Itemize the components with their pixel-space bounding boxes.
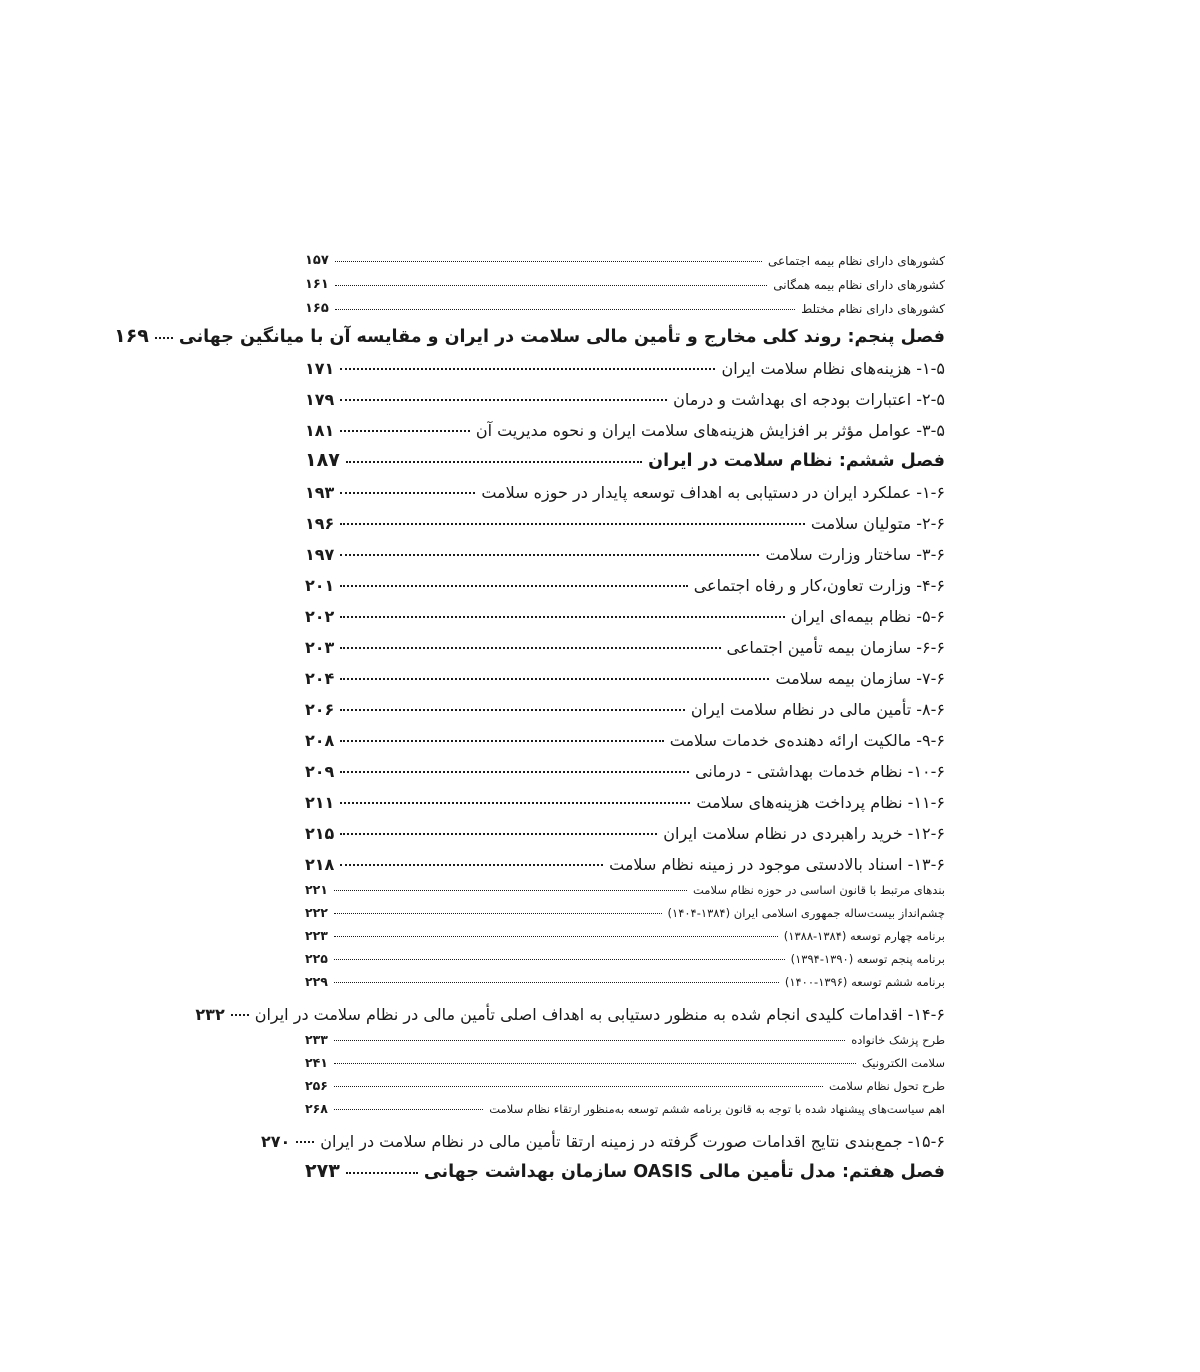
dot-leader	[340, 709, 685, 711]
dot-leader	[334, 982, 779, 983]
toc-entry-title: ۱-۶- عملکرد ایران در دستیابی به اهداف توسعه پایدار در حوزه سلامت	[481, 483, 945, 502]
toc-page-number: ۲۴۱	[305, 1055, 328, 1070]
toc-entry-title: ۱۴-۶- اقدامات کلیدی انجام شده به منظور دستیابی به اهداف اصلی تأمین مالی در نظام سلامت در ایران	[254, 1005, 945, 1024]
toc-page-number: ۱۸۷	[305, 449, 340, 471]
toc-entry	[305, 688, 945, 719]
toc-page-number: ۲۱۸	[305, 855, 335, 874]
toc-page-number: ۱۵۷	[305, 253, 329, 268]
toc-page-number: ۲۷۳	[305, 1160, 340, 1182]
toc-page-number: ۱۶۱	[305, 277, 329, 292]
toc-page-number: ۲۲۲	[305, 905, 328, 920]
toc-page-number: ۱۹۶	[305, 514, 335, 533]
toc-page-number: ۱۹۷	[305, 545, 335, 564]
toc-entry-title: ۲-۶- متولیان سلامت	[810, 514, 945, 533]
toc-page-number: ۲۰۴	[305, 669, 335, 688]
dot-leader	[340, 740, 663, 742]
dot-leader	[340, 585, 687, 587]
toc-entry-title: ۱۳-۶- اسناد بالادستی موجود در زمینه نظام سلامت	[609, 855, 945, 874]
toc-entry	[305, 1024, 945, 1047]
dot-leader	[340, 399, 667, 401]
toc-page-number: ۲۲۱	[305, 882, 328, 897]
toc-entry-title: فصل پنجم: روند کلی مخارج و تأمین مالی سلامت در ایران و مقایسه آن با میانگین جهانی	[178, 327, 945, 347]
toc-page-number: ۱۸۱	[305, 421, 335, 440]
toc-page-number: ۲۵۶	[305, 1078, 328, 1093]
toc-page-number: ۲۷۰	[260, 1132, 291, 1151]
dot-leader	[334, 936, 778, 937]
toc-entry	[305, 595, 945, 626]
toc-entry-title: برنامه پنجم توسعه (۱۳۹۰-۱۳۹۴)	[790, 952, 945, 966]
toc-entry-title: طرح تحول نظام سلامت	[828, 1079, 945, 1093]
toc-entry	[305, 533, 945, 564]
toc-page-number: ۲۶۸	[305, 1101, 328, 1116]
dot-leader	[296, 1141, 314, 1143]
toc-entry-title: ۱۲-۶- خرید راهبردی در نظام سلامت ایران	[663, 824, 945, 843]
toc-page-number: ۲۲۹	[305, 974, 328, 989]
dot-leader	[340, 523, 805, 525]
dot-leader	[340, 430, 470, 432]
toc-entry-title: ۱۵-۶- جمع‌بندی نتایج اقدامات صورت گرفته در زمینه ارتقا تأمین مالی در نظام سلامت در ایران	[320, 1132, 945, 1151]
toc-entry	[305, 471, 945, 502]
toc-entry-title: ۱۰-۶- نظام خدمات بهداشتی - درمانی	[694, 762, 945, 781]
toc-entry-title: کشورهای دارای نظام بیمه اجتماعی	[768, 254, 945, 268]
toc-page-number: ۲۲۵	[305, 951, 328, 966]
toc-entry-title: ۶-۶- سازمان بیمه تأمین اجتماعی	[726, 638, 945, 657]
dot-leader	[335, 309, 795, 310]
toc-page-number: ۲۰۹	[305, 762, 335, 781]
toc-entry	[260, 1120, 945, 1151]
toc-entry	[305, 378, 945, 409]
dot-leader	[346, 1172, 418, 1174]
dot-leader	[334, 913, 662, 914]
toc-entry	[305, 1070, 945, 1093]
dot-leader	[340, 833, 657, 835]
toc-entry-title: بندهای مرتبط با قانون اساسی در حوزه نظام سلامت	[693, 883, 945, 897]
toc-entry	[305, 781, 945, 812]
toc-page-number: ۲۰۶	[305, 700, 335, 719]
toc-entry	[305, 347, 945, 378]
toc-entry	[305, 750, 945, 781]
dot-leader	[340, 616, 784, 618]
toc-entry-title: طرح پزشک خانواده	[851, 1033, 945, 1047]
toc-entry-title: سلامت الکترونیک	[862, 1056, 945, 1070]
toc-chapter-heading	[114, 316, 945, 347]
dot-leader	[340, 368, 715, 370]
toc-entry-title: فصل ششم: نظام سلامت در ایران	[648, 451, 945, 471]
toc-page-number: ۲۰۳	[305, 638, 335, 657]
toc-entry-title: ۸-۶- تأمین مالی در نظام سلامت ایران	[690, 700, 945, 719]
toc-entry	[305, 626, 945, 657]
toc-entry	[305, 812, 945, 843]
toc-entry-title: ۳-۶- ساختار وزارت سلامت	[765, 545, 945, 564]
toc-entry	[305, 1047, 945, 1070]
toc-page-number: ۲۳۳	[305, 1032, 328, 1047]
toc-page-number: ۱۹۳	[305, 483, 335, 502]
toc-entry	[305, 920, 945, 943]
toc-entry	[305, 943, 945, 966]
dot-leader	[231, 1014, 249, 1016]
dot-leader	[334, 1063, 856, 1064]
toc-entry-title: کشورهای دارای نظام بیمه همگانی	[773, 278, 945, 292]
toc-entry-title: ۳-۵- عوامل مؤثر بر افزایش هزینه‌های سلامت ایران و نحوه مدیریت آن	[475, 421, 945, 440]
toc-entry-title: برنامه ششم توسعه (۱۳۹۶-۱۴۰۰)	[784, 975, 945, 989]
toc-chapter-heading	[305, 440, 945, 471]
toc-entry	[305, 897, 945, 920]
dot-leader	[334, 1040, 845, 1041]
dot-leader	[335, 261, 762, 262]
toc-page-number: ۱۶۹	[114, 325, 149, 347]
toc-entry-title: ۵-۶- نظام بیمه‌ای ایران	[790, 607, 945, 626]
dot-leader	[340, 802, 690, 804]
toc-chapter-heading	[305, 1151, 945, 1182]
dot-leader	[334, 1086, 823, 1087]
toc-page-number: ۱۶۵	[305, 301, 329, 316]
toc-entry	[305, 244, 945, 268]
toc-entry	[305, 564, 945, 595]
toc-entry-title: چشم‌انداز بیست‌ساله جمهوری اسلامی ایران (۱۳۸۴-۱۴۰۴)	[667, 906, 945, 920]
toc-page-number: ۲۲۳	[305, 928, 328, 943]
dot-leader	[340, 771, 689, 773]
table-of-contents	[114, 244, 945, 1182]
toc-page-number: ۲۱۵	[305, 824, 335, 843]
dot-leader	[340, 678, 769, 680]
dot-leader	[334, 959, 785, 960]
toc-entry-title: اهم سیاست‌های پیشنهاد شده با توجه به قانون برنامه ششم توسعه به‌منظور ارتقاء نظام سلامت	[489, 1102, 945, 1116]
toc-entry-title: ۲-۵- اعتبارات بودجه ای بهداشت و درمان	[673, 390, 945, 409]
toc-entry-title: کشورهای دارای نظام مختلط	[801, 302, 945, 316]
toc-page-number: ۲۰۸	[305, 731, 335, 750]
toc-page-number: ۱۷۹	[305, 390, 335, 409]
toc-entry-title: ۱۱-۶- نظام پرداخت هزینه‌های سلامت	[696, 793, 945, 812]
dot-leader	[340, 647, 720, 649]
dot-leader	[335, 285, 767, 286]
toc-entry-title: برنامه چهارم توسعه (۱۳۸۴-۱۳۸۸)	[783, 929, 945, 943]
toc-entry	[305, 268, 945, 292]
dot-leader	[334, 890, 687, 891]
toc-entry	[305, 719, 945, 750]
toc-page-number: ۲۱۱	[305, 793, 335, 812]
toc-entry-title: ۱-۵- هزینه‌های نظام سلامت ایران	[721, 359, 945, 378]
toc-entry	[305, 292, 945, 316]
dot-leader	[340, 492, 475, 494]
toc-entry	[305, 874, 945, 897]
toc-entry	[195, 993, 945, 1024]
toc-page-number: ۲۰۱	[305, 576, 335, 595]
toc-page-number: ۲۰۲	[305, 607, 335, 626]
dot-leader	[334, 1109, 483, 1110]
toc-entry-title: ۹-۶- مالکیت ارائه دهنده‌ی خدمات سلامت	[669, 731, 945, 750]
toc-entry-title: ۴-۶- وزارت تعاون،کار و رفاه اجتماعی	[693, 576, 945, 595]
dot-leader	[340, 554, 759, 556]
toc-entry	[305, 843, 945, 874]
toc-entry-title: فصل هفتم: مدل تأمین مالی OASIS سازمان بهداشت جهانی	[423, 1162, 945, 1182]
dot-leader	[155, 337, 173, 339]
toc-entry	[305, 966, 945, 989]
dot-leader	[346, 461, 642, 463]
toc-entry-title: ۷-۶- سازمان بیمه سلامت	[775, 669, 945, 688]
toc-entry	[305, 1093, 945, 1116]
toc-page-number: ۱۷۱	[305, 359, 335, 378]
dot-leader	[340, 864, 603, 866]
toc-entry	[305, 502, 945, 533]
toc-entry	[305, 409, 945, 440]
toc-entry	[305, 657, 945, 688]
toc-page-number: ۲۳۲	[195, 1005, 225, 1024]
